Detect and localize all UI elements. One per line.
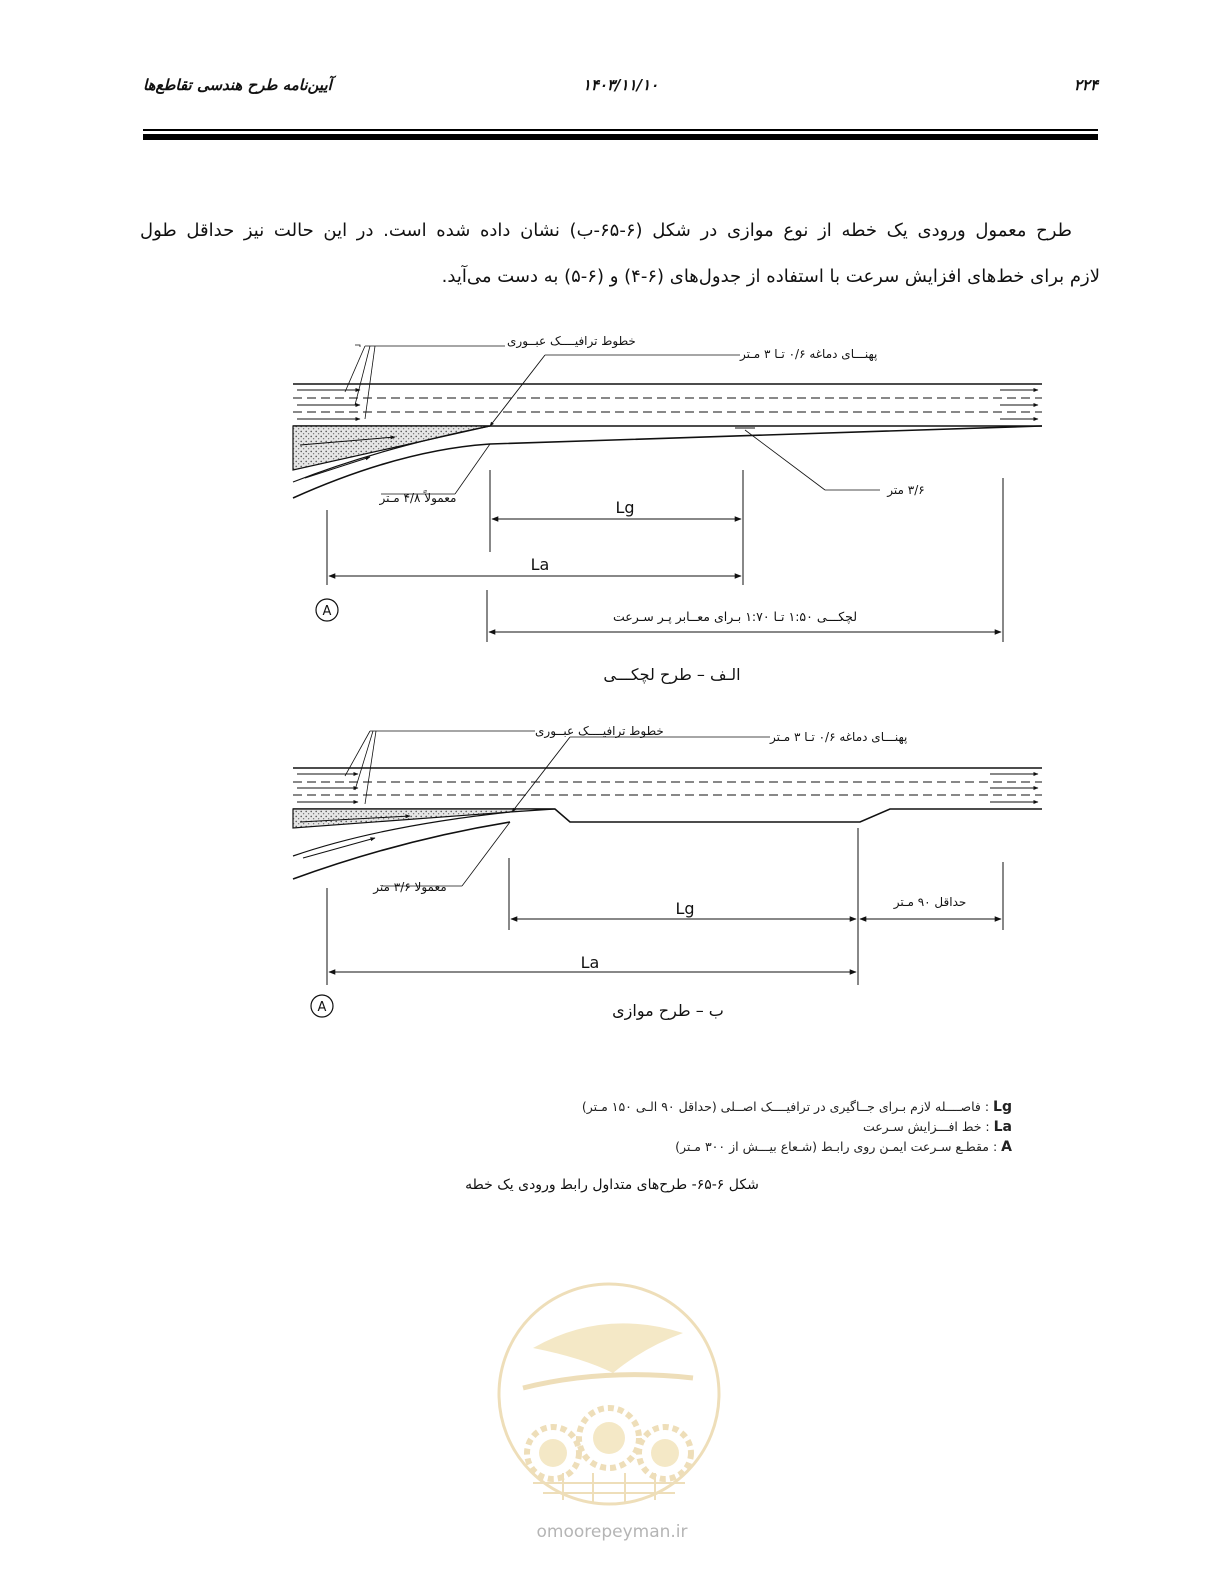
fig-a-la-label: La	[530, 555, 550, 574]
intro-line-1: طرح معمول ورودی یک خطه از نوع موازی در شکل (۶-۶۵-ب) نشان داده شده است. در این حالت نیز حداقل طول	[140, 220, 1072, 241]
legend-key: La	[993, 1119, 1012, 1135]
legend-row	[500, 1117, 1012, 1137]
legend-text: : خط افـــزایش سـرعت	[862, 1119, 994, 1134]
header-date: ۱۴۰۳/۱۱/۱۰	[582, 76, 659, 94]
fig-b-through-label: خطوط ترافیــــک عبــوری	[535, 724, 664, 738]
fig-a-usual-label: معمولاً ۴/۸ مـتر	[379, 491, 457, 505]
figure-caption: شکل ۶-۶۵- طرح‌های متداول رابط ورودی یک خطه	[465, 1177, 759, 1193]
fig-a-gore-label: پهنـــای دماغه ۰/۶ تـا ۳ مـتر	[740, 347, 878, 361]
page-number: ۲۲۴	[1073, 76, 1098, 94]
figure-b-drawing	[293, 731, 1042, 1017]
fig-b-subtitle: ب – طرح موازی	[612, 1001, 724, 1020]
fig-a-taper-ratio-label: لچکـــی ۱:۵۰ تـا ۱:۷۰ بـرای معــابر پـر سـرعت	[612, 609, 858, 624]
fig-b-la-label: La	[580, 953, 600, 972]
running-title: آیین‌نامه طرح هندسی تقاطع‌ها	[143, 76, 332, 94]
watermark-url: omoorepeyman.ir	[536, 1522, 688, 1542]
fig-b-lg-label: Lg	[675, 899, 695, 918]
omoorepeyman-logo-icon	[493, 1278, 725, 1510]
fig-b-point-a: A	[317, 1000, 327, 1015]
intro-line-2: لازم برای خط‌های افزایش سرعت با استفاده از جدول‌های (۶-۴) و (۶-۵) به دست می‌آید.	[441, 266, 1100, 287]
fig-b-usual-label: معمولا ۳/۶ متر	[373, 880, 447, 894]
fig-a-width-label: ۳/۶ متر	[887, 483, 925, 497]
legend-key: A	[1001, 1139, 1012, 1155]
fig-b-min-label: حداقل ۹۰ مـتر	[893, 895, 967, 909]
legend-key: Lg	[993, 1099, 1012, 1115]
legend-text: : فاصــــله لازم بـرای جــاگیری در ترافیــــک اصــلی (حداقل ۹۰ الـی ۱۵۰ مـتر)	[581, 1099, 994, 1114]
fig-a-through-label: خطوط ترافیــــک عبــوری	[507, 334, 636, 348]
fig-a-lg-label: Lg	[615, 498, 635, 517]
legend-row	[500, 1097, 1012, 1117]
legend-text: : مقطـع سـرعت ایمـن روی رابـط (شـعاع بیـــش از ۳۰۰ مـتر)	[675, 1139, 1002, 1154]
figure-legend	[500, 1097, 1012, 1157]
fig-b-gore-label: پهنـــای دماغه ۰/۶ تـا ۳ مـتر	[770, 730, 908, 744]
fig-a-subtitle: الـف – طرح لچکـــی	[603, 665, 741, 684]
legend-row	[500, 1137, 1012, 1157]
fig-a-point-a: A	[322, 604, 332, 619]
